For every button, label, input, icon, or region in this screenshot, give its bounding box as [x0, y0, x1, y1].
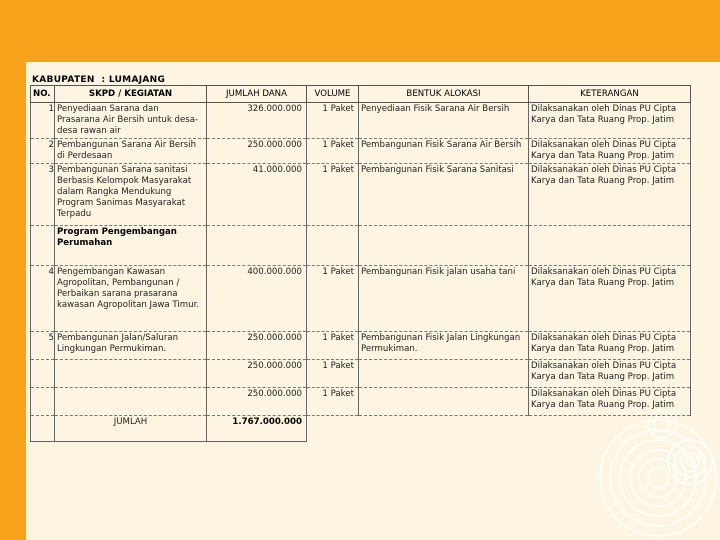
- table-row: [31, 360, 691, 388]
- row-kegiatan: Pembangunan Sarana Air Bersih di Perdesaan: [55, 139, 207, 164]
- row-bentuk: [359, 388, 529, 416]
- row-dana: 250.000.000: [207, 360, 307, 388]
- row-no: [31, 360, 55, 388]
- header-band: [0, 0, 720, 62]
- header-volume: VOLUME: [307, 86, 359, 103]
- table-row: [31, 388, 691, 416]
- row-volume: 1 Paket: [307, 332, 359, 360]
- row-bentuk: Pembangunan Fisik Sarana Sanitasi: [359, 164, 529, 226]
- table-row: [31, 103, 691, 139]
- table-row: [31, 164, 691, 226]
- row-kegiatan: Penyediaan Sarana dan Prasarana Air Bersih untuk desa-desa rawan air: [55, 103, 207, 139]
- header-bentuk-alokasi: BENTUK ALOKASI: [359, 86, 529, 103]
- row-volume: 1 Paket: [307, 388, 359, 416]
- document-title: KABUPATEN : LUMAJANG: [32, 75, 166, 85]
- row-kegiatan: Pengembangan Kawasan Agropolitan, Pembangunan / Perbaikan sarana prasarana kawasan Agropolitan Jawa Timur.: [55, 266, 207, 332]
- row-dana: 250.000.000: [207, 332, 307, 360]
- row-bentuk: Pembangunan Fisik Jalan Lingkungan Permukiman.: [359, 332, 529, 360]
- row-kegiatan: Pembangunan Sarana sanitasi Berbasis Kelompok Masyarakat dalam Rangka Mendukung Program Sanimas Masyarakat Terpadu: [55, 164, 207, 226]
- table-header-row: [31, 86, 691, 103]
- row-kegiatan: [55, 360, 207, 388]
- header-jumlah-dana: JUMLAH DANA: [207, 86, 307, 103]
- row-volume: 1 Paket: [307, 266, 359, 332]
- table-row: [31, 139, 691, 164]
- row-no: [31, 388, 55, 416]
- row-keterangan: Dilaksanakan oleh Dinas PU Cipta Karya dan Tata Ruang Prop. Jatim: [529, 360, 691, 388]
- row-kegiatan: Pembangunan Jalan/Saluran Lingkungan Permukiman.: [55, 332, 207, 360]
- row-no: 3: [31, 164, 55, 226]
- row-bentuk: [359, 360, 529, 388]
- header-skpd: SKPD / KEGIATAN: [55, 86, 207, 103]
- row-bentuk: Pembangunan Fisik Sarana Air Bersih: [359, 139, 529, 164]
- total-row: [31, 416, 691, 442]
- row-volume: 1 Paket: [307, 164, 359, 226]
- row-keterangan: Dilaksanakan oleh Dinas PU Cipta Karya dan Tata Ruang Prop. Jatim: [529, 103, 691, 139]
- row-volume: 1 Paket: [307, 103, 359, 139]
- table-row: [31, 266, 691, 332]
- section-row: [31, 226, 691, 266]
- row-kegiatan: [55, 388, 207, 416]
- row-dana: 250.000.000: [207, 139, 307, 164]
- section-label: Program Pengembangan Perumahan: [55, 226, 207, 266]
- row-volume: 1 Paket: [307, 360, 359, 388]
- allocation-table: [30, 85, 691, 442]
- row-keterangan: Dilaksanakan oleh Dinas PU Cipta Karya dan Tata Ruang Prop. Jatim: [529, 388, 691, 416]
- row-keterangan: Dilaksanakan oleh Dinas PU Cipta Karya dan Tata Ruang Prop. Jatim: [529, 164, 691, 226]
- total-label: JUMLAH: [55, 416, 207, 442]
- row-bentuk: Pembangunan Fisik jalan usaha tani: [359, 266, 529, 332]
- row-dana: 41.000.000: [207, 164, 307, 226]
- table-row: [31, 332, 691, 360]
- row-keterangan: Dilaksanakan oleh Dinas PU Cipta Karya dan Tata Ruang Prop. Jatim: [529, 332, 691, 360]
- row-keterangan: Dilaksanakan oleh Dinas PU Cipta Karya dan Tata Ruang Prop. Jatim: [529, 139, 691, 164]
- row-no: 2: [31, 139, 55, 164]
- row-no: 5: [31, 332, 55, 360]
- row-dana: 400.000.000: [207, 266, 307, 332]
- row-bentuk: Penyediaan Fisik Sarana Air Bersih: [359, 103, 529, 139]
- row-dana: 326.000.000: [207, 103, 307, 139]
- header-keterangan: KETERANGAN: [529, 86, 691, 103]
- total-dana: 1.767.000.000: [207, 416, 307, 442]
- row-dana: 250.000.000: [207, 388, 307, 416]
- row-no: 4: [31, 266, 55, 332]
- row-volume: 1 Paket: [307, 139, 359, 164]
- row-no: 1: [31, 103, 55, 139]
- row-keterangan: Dilaksanakan oleh Dinas PU Cipta Karya dan Tata Ruang Prop. Jatim: [529, 266, 691, 332]
- header-no: NO.: [31, 86, 55, 103]
